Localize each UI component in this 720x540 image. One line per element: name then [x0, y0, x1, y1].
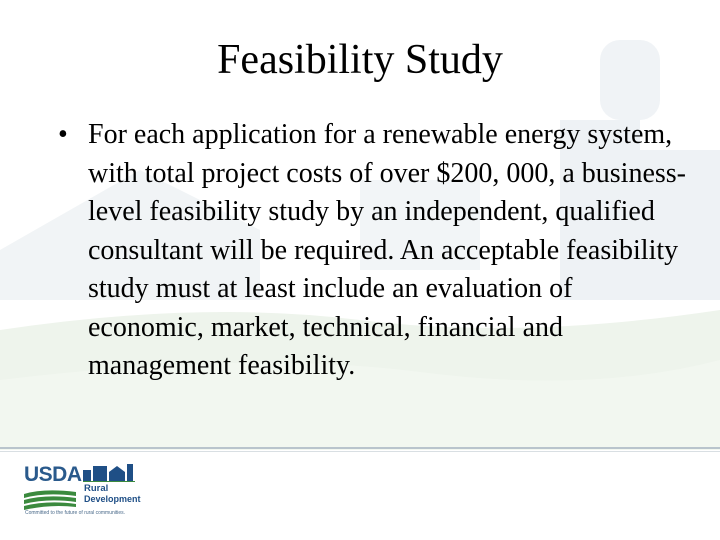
rural-development-icon	[83, 462, 135, 482]
bullet-item: For each application for a renewable energy system, with total project costs of over $200, 000, a business-level feasibility study by an independent, qualified consultant will be required. An acceptable feasibility study must at least include an evaluation of economic, market, technical, financial and management feasibility.	[88, 119, 687, 381]
development-label: Development	[84, 494, 141, 504]
footer-divider-thin	[0, 451, 720, 452]
rural-label: Rural	[84, 483, 109, 494]
usda-swoosh-icon	[24, 486, 76, 512]
slide-title: Feasibility Study	[217, 37, 503, 83]
logo-tagline: Committed to the future of rural communities.	[25, 510, 126, 516]
usda-rd-logo	[22, 460, 142, 520]
footer-divider	[0, 447, 720, 449]
bullet-marker: •	[58, 119, 68, 150]
usda-logo-text: USDA	[24, 463, 82, 486]
